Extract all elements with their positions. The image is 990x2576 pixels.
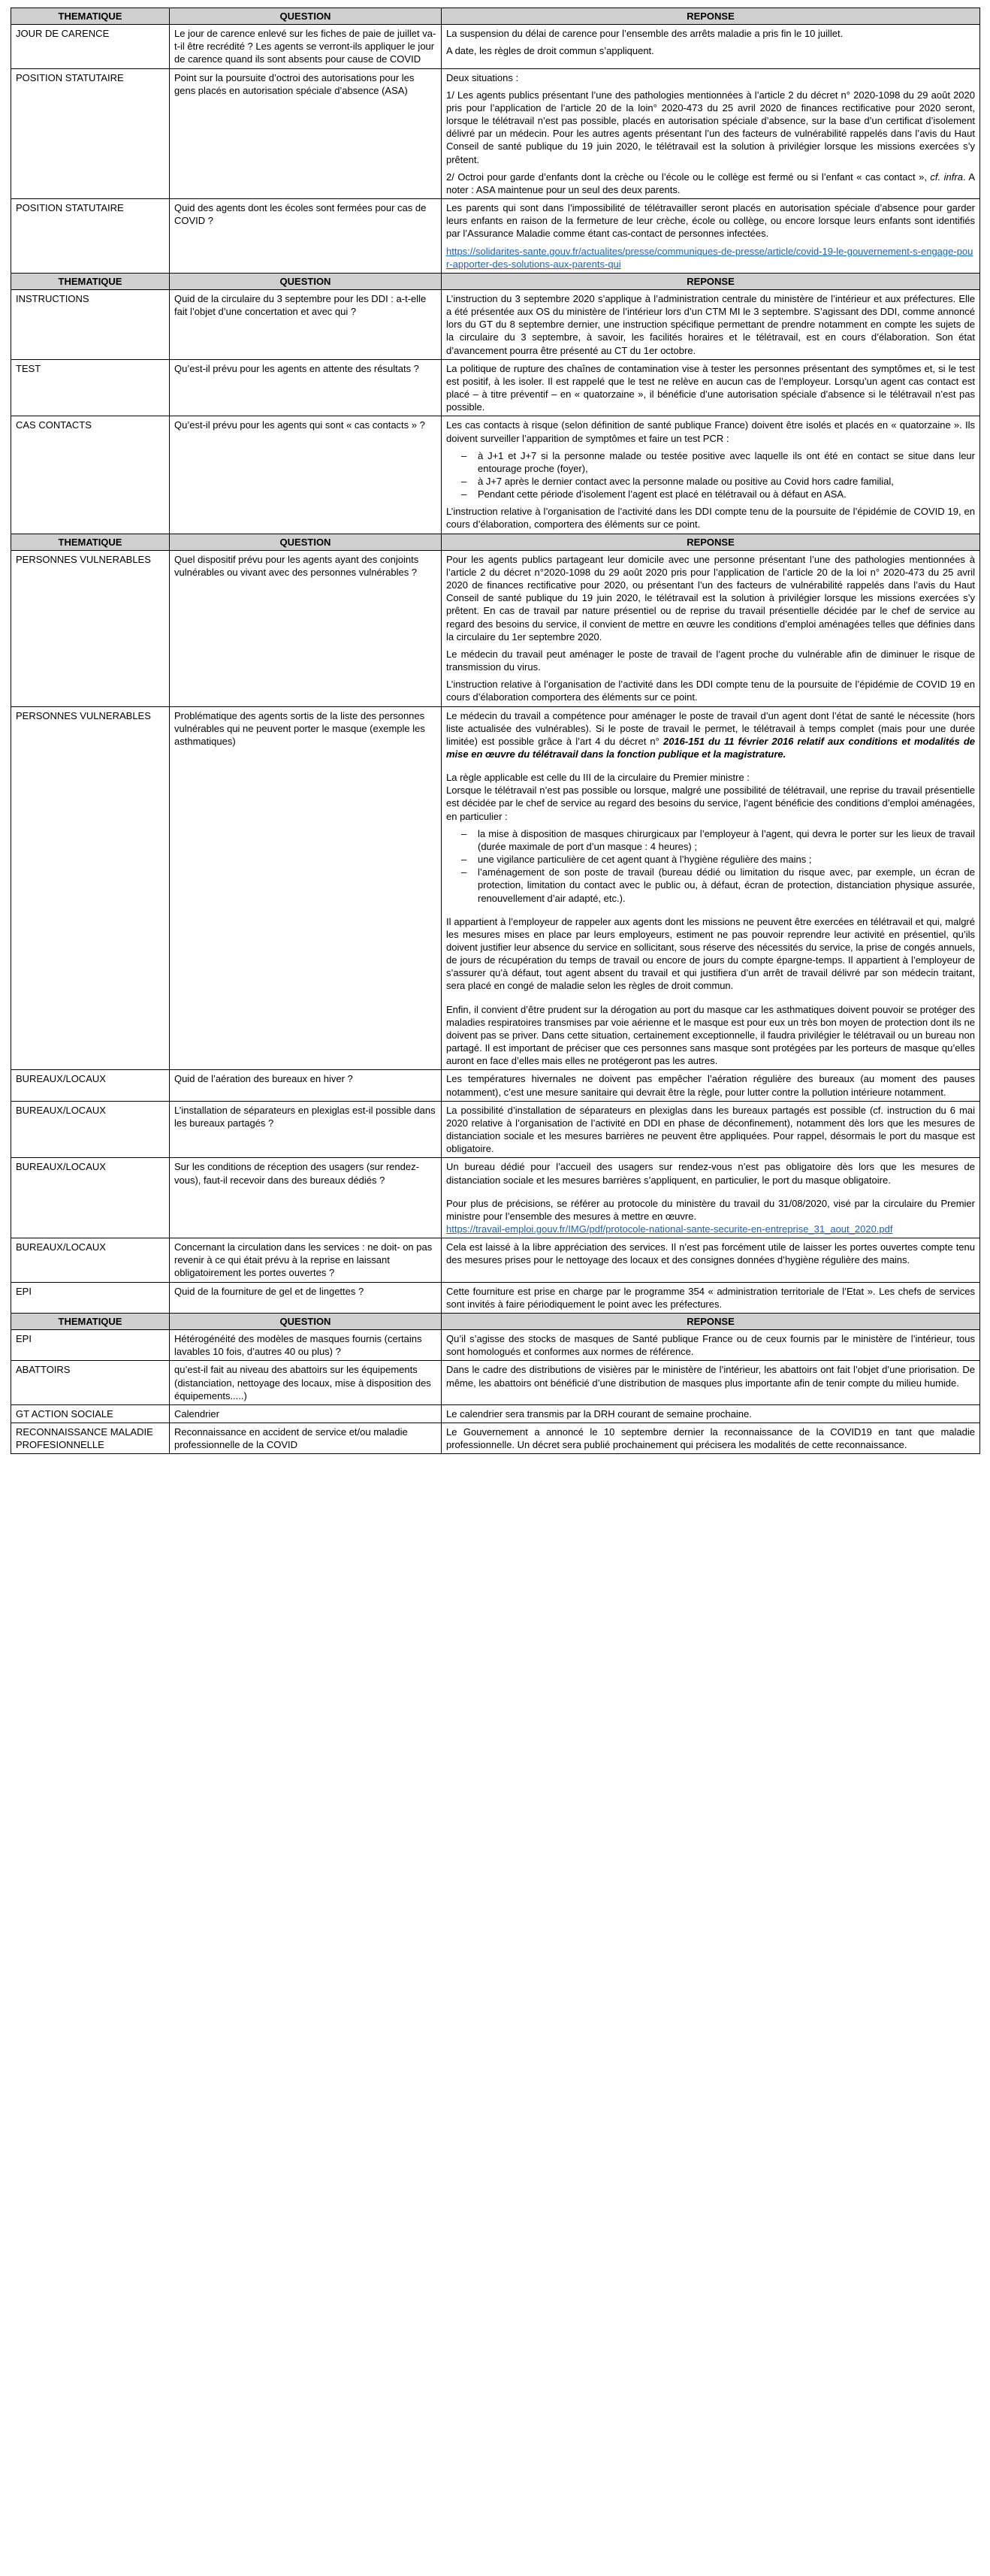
table-row [11, 1330, 980, 1361]
row-question: qu’est-il fait au niveau des abattoirs sur les équipements (distanciation, nettoyage des locaux, mise à disposition des équipements.....) [170, 1361, 442, 1404]
table-row [11, 1282, 980, 1313]
answer-paragraph: Le calendrier sera transmis par la DRH courant de semaine prochaine. [446, 1407, 752, 1420]
answer-paragraph: Un bureau dédié pour l’accueil des usagers sur rendez-vous n’est pas obligatoire dès lors que les mesures de distanciation sociale et les mesures barrières s’appliquent, en particulier, le port du masque obligatoire. [446, 1161, 975, 1186]
answer-paragraph [446, 709, 975, 761]
answer-paragraph: L’instruction relative à l’organisation de l’activité dans les DDI compte tenu de la poursuite de l’épidémie de COVID 19 en cours d’élaboration comportera des éléments sur ce point. [446, 679, 975, 703]
row-theme: JOUR DE CARENCE [11, 25, 170, 68]
row-theme: BUREAUX/LOCAUX [11, 1238, 170, 1282]
row-answer [442, 359, 980, 416]
row-answer [442, 25, 980, 68]
row-question: Quid de la circulaire du 3 septembre pour les DDI : a-t-elle fait l’objet d’une concertation et avec qui ? [170, 289, 442, 359]
list-item: – l’aménagement de son poste de travail (bureau dédié ou limitation du risque avec, par exemple, un écran de protection, limitation du contact avec le public ou, à défaut, écran de protection, distanciation physique assurée, renouvellement d’air adapté, etc.). [478, 866, 975, 904]
answer-paragraph: Pour plus de précisions, se référer au protocole du ministère du travail du 31/08/2020, visé par la circulaire du Premier ministre pour l’ensemble des mesures à mettre en œuvre. [446, 1197, 975, 1222]
answer-paragraph: La règle applicable est celle du III de la circulaire du Premier ministre : [446, 772, 750, 784]
row-question: Qu’est-il prévu pour les agents en attente des résultats ? [170, 359, 442, 416]
row-theme: POSITION STATUTAIRE [11, 68, 170, 198]
answer-text: 2/ Octroi pour garde d’enfants dont la crèche ou l’école ou le collège est fermé ou si l’enfant « cas contact », [446, 171, 931, 183]
answer-paragraph: Les températures hivernales ne doivent pas empêcher l’aération régulière des bureaux (au moment des pauses notamment), c’est une mesure sanitaire qui devrait être la règle, pour lutter contre la pollution intérieure notamment. [446, 1073, 975, 1098]
row-answer [442, 1070, 980, 1101]
table-header-row [11, 273, 980, 289]
table-row [11, 289, 980, 359]
answer-paragraph: L’instruction relative à l’organisation de l’activité dans les DDI compte tenu de la poursuite de l’épidémie de COVID 19, en cours d’élaboration, comportera des éléments sur ce point. [446, 506, 975, 531]
header-theme: THEMATIQUE [11, 8, 170, 25]
row-answer [442, 289, 980, 359]
table-row [11, 199, 980, 274]
answer-paragraph: Pour les agents publics partageant leur domicile avec une personne présentant l’une des pathologies mentionnées à l’article 2 du décret n°2020-1098 du 29 août 2020 pris pour l’application de l’article 20 de la loi n° 2020-473 du 25 avril 2020 de finances rectificative pour 2020, ou présentant l’un des facteurs de vulnérabilité rappelés dans l’avis du Haut Conseil de santé publique du 19 juin 2020, le télétravail est la solution à privilégier lorsque les missions exercées s’y prêtent. En cas de travail par nature présentiel ou de reprise du travail présentielle décidée par le chef de service au regard des besoins du service, il convient de mettre en œuvre les conditions d’emploi aménagées telles que définies dans la circulaire du 1er septembre 2020. [446, 553, 975, 642]
header-answer: REPONSE [442, 273, 980, 289]
answer-paragraph: A date, les règles de droit commun s’appliquent. [446, 45, 654, 57]
travail-emploi-link[interactable]: https://travail-emploi.gouv.fr/IMG/pdf/protocole-national-sante-securite-en-entreprise_31_aout_2020.pdf [446, 1223, 893, 1235]
answer-paragraph: Enfin, il convient d’être prudent sur la dérogation au port du masque car les asthmatiques doivent pouvoir se protéger des maladies respiratoires transmises par voie aérienne et le masque est pour eux un très bon moyen de protection dont ils ne doivent pas se priver. Dans cette situation, certainement exceptionnelle, il faudra privilégier le télétravail ou un bureau non partagé. Il est important de préciser que ces personnes sans masque sont protégées par les porteurs de masque qu’elles auront en face d’elles mais elles ne protégeront pas les autres. [446, 1003, 975, 1067]
row-theme: RECONNAISSANCE MALADIE PROFESIONNELLE [11, 1423, 170, 1454]
row-question: Quid des agents dont les écoles sont fermées pour cas de COVID ? [170, 199, 442, 274]
row-question: L’installation de séparateurs en plexiglas est-il possible dans les bureaux partagés ? [170, 1101, 442, 1158]
table-row [11, 1070, 980, 1101]
row-answer [442, 1361, 980, 1404]
row-theme: TEST [11, 359, 170, 416]
table-row [11, 706, 980, 1070]
answer-paragraph: Cela est laissé à la libre appréciation des services. Il n’est pas forcément utile de laisser les portes ouvertes compte tenu des mesures prises pour le nettoyage des locaux et des consignes données d’hygiène régulière des mains. [446, 1241, 975, 1266]
header-question: QUESTION [170, 534, 442, 550]
table-row [11, 25, 980, 68]
answer-paragraph: Le Gouvernement a annoncé le 10 septembre dernier la reconnaissance de la COVID19 en tant que maladie professionnelle. Un décret sera publié prochainement qui précisera les modalités de cette reconnaissance. [446, 1426, 975, 1451]
row-answer [442, 199, 980, 274]
answer-paragraph: Les parents qui sont dans l’impossibilité de télétravailler seront placés en autorisation spéciale d’absence pour garder leurs enfants en raison de la fermeture de leur crèche, école ou collège, ou encore lorsque leurs enfants sont identifiés par l’Assurance Maladie comme étant cas-contact de personnes infectées. [446, 202, 975, 240]
answer-list [446, 449, 975, 501]
answer-paragraph: Les cas contacts à risque (selon définition de santé publique France) doivent être isolés et placés en « quatorzaine ». Ils doivent surveiller l’apparition de symptômes et faire un test PCR : [446, 419, 975, 444]
answer-paragraph: Deux situations : [446, 71, 519, 83]
row-question: Concernant la circulation dans les services : ne doit- on pas revenir à ce qui était prévu à la reprise en laissant obligatoirement les portes ouvertes ? [170, 1238, 442, 1282]
table-row [11, 1404, 980, 1423]
row-theme: PERSONNES VULNERABLES [11, 706, 170, 1070]
table-row [11, 68, 980, 198]
answer-paragraph: Cette fourniture est prise en charge par le programme 354 « administration territoriale de l’Etat ». Les chefs de services sont invités à faire périodiquement le point avec les préfectures. [446, 1285, 975, 1310]
table-header-row [11, 1313, 980, 1329]
table-header-row [11, 534, 980, 550]
faq-table [11, 8, 980, 1454]
header-question: QUESTION [170, 273, 442, 289]
answer-paragraph [446, 171, 975, 196]
row-theme: EPI [11, 1282, 170, 1313]
table-row [11, 416, 980, 534]
row-answer [442, 1101, 980, 1158]
row-answer [442, 1330, 980, 1361]
row-question: Calendrier [170, 1404, 442, 1423]
list-item: – à J+7 après le dernier contact avec la personne malade ou positive au Covid hors cadre familial, [478, 475, 975, 488]
header-answer: REPONSE [442, 1313, 980, 1329]
solidarites-sante-link[interactable]: https://solidarites-sante.gouv.fr/actualites/presse/communiques-de-presse/article/covid-19-le-gouvernement-s-engage-pour-apporter-des-solutions-aux-parents-qui [446, 245, 973, 270]
row-question: Le jour de carence enlevé sur les fiches de paie de juillet va-t-il être recrédité ? Les agents se verront-ils appliquer le jour de carence quand ils sont absents pour cause de COVID [170, 25, 442, 68]
table-row [11, 1361, 980, 1404]
row-question: Reconnaissance en accident de service et/ou maladie professionnelle de la COVID [170, 1423, 442, 1454]
row-answer [442, 1404, 980, 1423]
answer-paragraph: La possibilité d’installation de séparateurs en plexiglas dans les bureaux partagés est possible (cf. instruction du 6 mai 2020 relative à l’organisation de l’activité en DDI en phase de déconfinement), notamment dès lors que les mesures de distanciation sociale et les mesures barrières ne peuvent être appliquées. Pour rappel, désormais le port du masque est obligatoire. [446, 1104, 975, 1155]
answer-paragraph [446, 1223, 975, 1235]
answer-paragraph: Il appartient à l’employeur de rappeler aux agents dont les missions ne peuvent être exercées en télétravail et qui, malgré les mesures mises en place par leurs employeurs, estiment ne pas pouvoir reprendre leur activité en présentiel, qu’ils doivent justifier leur absence du service en sollicitant, sous réserve des nécessités du service, la prise de congés annuels, de jours de récupération du temps de travail ou encore de jours du compte épargne-temps. Il appartient à l’employeur de s’assurer qu’à défaut, tout agent absent du travail et qui justifiera d’un arrêt de travail délivré par son médecin traitant, sera placé en congé de maladie selon les règles de droit commun. [446, 915, 975, 992]
table-row [11, 1101, 980, 1158]
row-answer [442, 416, 980, 534]
header-answer: REPONSE [442, 8, 980, 25]
row-theme: CAS CONTACTS [11, 416, 170, 534]
answer-paragraph: Lorsque le télétravail n’est pas possible ou lorsque, malgré une possibilité de télétravail, une reprise du travail présentielle est décidée par le chef de service au regard des besoins du service, l’agent bénéficie des conditions d’emploi aménagées, en particulier : [446, 785, 975, 822]
table-header-row [11, 8, 980, 25]
row-question: Quid de l’aération des bureaux en hiver ? [170, 1070, 442, 1101]
answer-list [446, 827, 975, 905]
list-item: – la mise à disposition de masques chirurgicaux par l’employeur à l’agent, qui devra le porter sur les lieux de travail (durée maximale de port d’un masque : 4 heures) ; [478, 827, 975, 853]
table-row [11, 1423, 980, 1454]
table-row [11, 1238, 980, 1282]
table-row [11, 550, 980, 706]
row-answer [442, 68, 980, 198]
header-question: QUESTION [170, 8, 442, 25]
row-theme: INSTRUCTIONS [11, 289, 170, 359]
row-theme: BUREAUX/LOCAUX [11, 1070, 170, 1101]
row-question: Hétérogénéité des modèles de masques fournis (certains lavables 10 fois, d’autres 40 ou plus) ? [170, 1330, 442, 1361]
row-answer [442, 1282, 980, 1313]
row-answer [442, 706, 980, 1070]
header-theme: THEMATIQUE [11, 273, 170, 289]
answer-paragraph [446, 245, 975, 271]
header-theme: THEMATIQUE [11, 1313, 170, 1329]
row-answer [442, 550, 980, 706]
header-answer: REPONSE [442, 534, 980, 550]
row-question: Sur les conditions de réception des usagers (sur rendez-vous), faut-il recevoir dans des bureaux dédiés ? [170, 1158, 442, 1238]
answer-paragraph: L’instruction du 3 septembre 2020 s’applique à l’administration centrale du ministère de l’intérieur et aux préfectures. Elle a été présentée aux OS du ministère de l’intérieur lors d’un CTM MI le 3 septembre. S’agissant des DDI, comme annoncé lors du GT du 8 septembre dernier, une instruction spécifique permettant de prendre notamment en compte les sujets de la circulaire du 3 septembre, à savoir, les facilités horaires et le télétravail, est en cours d’élaboration. Son état d’avancement pourra être présenté au CT du 1er octobre. [446, 292, 975, 356]
row-theme: PERSONNES VULNERABLES [11, 550, 170, 706]
answer-paragraph: Le médecin du travail peut aménager le poste de travail de l’agent proche du vulnérable afin de diminuer le risque de transmission du virus. [446, 648, 975, 673]
row-answer [442, 1158, 980, 1238]
header-theme: THEMATIQUE [11, 534, 170, 550]
answer-italic: cf. infra [930, 171, 963, 183]
row-theme: EPI [11, 1330, 170, 1361]
row-theme: ABATTOIRS [11, 1361, 170, 1404]
row-question: Qu’est-il prévu pour les agents qui sont « cas contacts » ? [170, 416, 442, 534]
answer-paragraph: La politique de rupture des chaînes de contamination vise à tester les personnes présentant des symptômes et, si le test est positif, à les isoler. Il est rappelé que le test ne relève en aucun cas de l’employeur. Lorsqu’un agent cas contact est placé – à titre préventif – en « quatorzaine », il bénéficie d’une autorisation spéciale d’absence si le télétravail n’est pas possible. [446, 362, 975, 413]
answer-text: . A noter : ASA maintenue pour un seul des deux parents. [446, 171, 975, 195]
table-row [11, 359, 980, 416]
answer-text: Le médecin du travail a compétence pour aménager le poste de travail d’un agent dont l’état de santé le nécessite (hors liste actualisée des vulnérables). Si le poste de travail le permet, le télétravail à temps complet (mais pour une durée limitée) est possible grâce à l’art 4 du décret n° [446, 709, 975, 747]
row-question: Quid de la fourniture de gel et de lingettes ? [170, 1282, 442, 1313]
answer-paragraph: Qu’il s’agisse des stocks de masques de Santé publique France ou de ceux fournis par le ministère de l’intérieur, tous sont homologués et conformes aux normes de référence. [446, 1333, 975, 1358]
row-answer [442, 1423, 980, 1454]
list-item: – Pendant cette période d’isolement l’agent est placé en télétravail ou à défaut en ASA. [478, 488, 975, 500]
row-question: Quel dispositif prévu pour les agents ayant des conjoints vulnérables ou vivant avec des personnes vulnérables ? [170, 550, 442, 706]
decree-reference: 2016-151 du 11 février 2016 relatif aux conditions et modalités de mise en œuvre du télétravail dans la fonction publique et la magistrature. [446, 735, 975, 760]
list-item: – à J+1 et J+7 si la personne malade ou testée positive avec laquelle ils ont été en contact se situe dans leur entourage proche (foyer), [478, 449, 975, 475]
row-question: Problématique des agents sortis de la liste des personnes vulnérables qui ne peuvent porter le masque (exemple les asthmatiques) [170, 706, 442, 1070]
row-answer [442, 1238, 980, 1282]
table-row [11, 1158, 980, 1238]
list-item: – une vigilance particulière de cet agent quant à l’hygiène régulière des mains ; [478, 853, 975, 866]
row-theme: GT ACTION SOCIALE [11, 1404, 170, 1423]
answer-paragraph: 1/ Les agents publics présentant l’une des pathologies mentionnées à l’article 2 du décret n° 2020-1098 du 29 août 2020 pris pour l’application de l’article 20 de la loin° 2020-473 du 25 avril 2020 de finances rectificative pour 2020 seront, lorsque le télétravail n’est pas possible, placés en autorisation spéciale d’absence, sur la base d’un certificat d’isolement délivré par un médecin. Pour les autres agents présentant l’un des facteurs de vulnérabilité rappelés dans l’avis du Haut Conseil de santé publique du 19 juin 2020, le télétravail est la solution à privilégier lorsque les missions exercées s’y prêtent. [446, 89, 975, 165]
answer-paragraph: Dans le cadre des distributions de visières par le ministère de l’intérieur, les abattoirs ont fait l’objet d’une priorisation. De même, les abattoirs ont bénéficié d’une distribution de masques plus importante afin de tenir compte du milieu humide. [446, 1364, 975, 1389]
row-theme: BUREAUX/LOCAUX [11, 1101, 170, 1158]
row-theme: BUREAUX/LOCAUX [11, 1158, 170, 1238]
answer-paragraph: La suspension du délai de carence pour l’ensemble des arrêts maladie a pris fin le 10 juillet. [446, 28, 844, 40]
row-theme: POSITION STATUTAIRE [11, 199, 170, 274]
header-question: QUESTION [170, 1313, 442, 1329]
row-question: Point sur la poursuite d’octroi des autorisations pour les gens placés en autorisation spéciale d’absence (ASA) [170, 68, 442, 198]
document-page [11, 8, 979, 1454]
